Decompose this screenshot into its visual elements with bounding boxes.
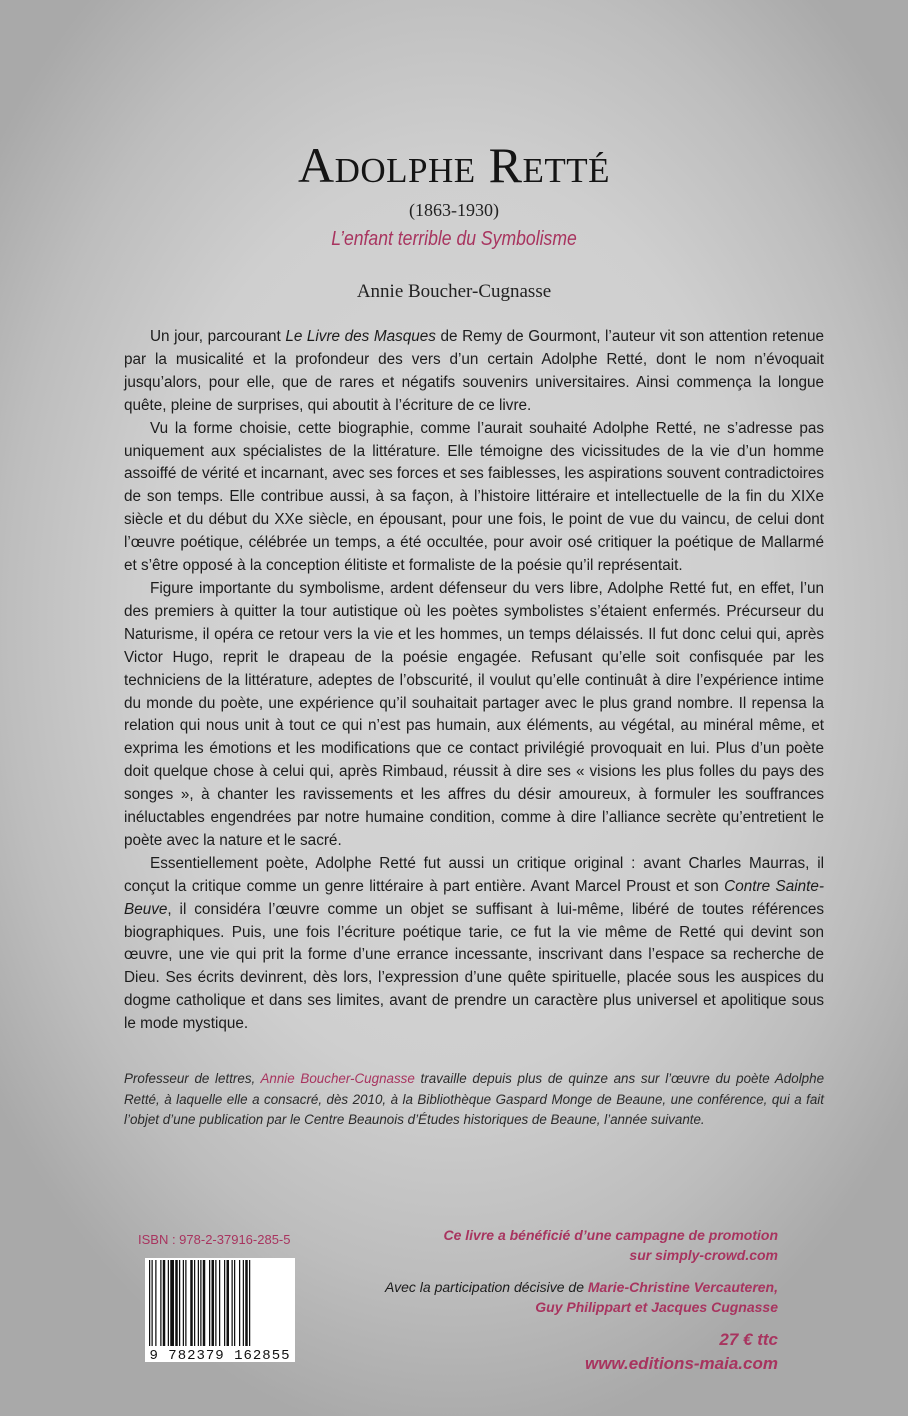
paragraph-text: , il considéra l’œuvre comme un objet se suffisant à lui-même, libéré de toutes références biographiques. Puis, une fois l’écriture poétique tarie, ce fut la vie même de Retté qui devint son œuvre, une vie qui prit la forme d’une errance incessante, inscrivant dans l’espace sa recherche de Dieu. Ses écrits devinrent, dès lors, l’expression d’une quête spirituelle, placée sous les auspices du dogme catholique et dans ses limites, avant de prendre un caractère plus universel et apolitique sous le mode mystique. bbox=[124, 900, 824, 1033]
book-subtitle: L’enfant terrible du Symbolisme bbox=[331, 228, 577, 250]
barcode-bar bbox=[185, 1260, 186, 1354]
barcode-bar bbox=[209, 1260, 210, 1354]
paragraph-text: Essentiellement poète, Adolphe Retté fut aussi un critique original : avant Charles Maurras, il conçut la critique comme un genre littéraire à part entière. Avant Marcel Proust et son bbox=[124, 854, 824, 895]
blurb-paragraph-3: Figure importante du symbolisme, ardent défenseur du vers libre, Adolphe Retté fut, en effet, l’un des premiers à quitter la tour autistique où les poètes symbolistes s’étaient enfermés. Précurseur du Naturisme, il opéra ce retour vers la vie et les hommes, un temps délaissés. Il fut donc celui qui, après Victor Hugo, reprit le drapeau de la poésie engagée. Refusant qu’elle soit confisquée par les techniciens de la littérature, adeptes de l’obscurité, il voulut qu’elle continuât à dire l’expérience intime du monde du poète, une expérience qu’il souhaitait partager avec le plus grand nombre. Il repensa la relation qui nous unit à tout ce qui n’est pas humain, aux éléments, au végétal, au minéral même, et exprima les émotions et les modifications que ce contact privilégié provoquait en lui. Plus d’un poète doit quelque chose à celui qui, après Rimbaud, réussit à dire ses « visions les plus folles du pays des songes », à chanter les ravissements et les affres du désir amoureux, à formuler les souffrances inéluctables engendrées par notre humaine condition, comme à dire l’alliance secrète qu’entretient le poète avec la nature et le sacré. bbox=[124, 579, 824, 849]
blurb-body bbox=[124, 326, 824, 1036]
barcode-bar bbox=[170, 1260, 174, 1354]
promotion-line-2: sur simply-crowd.com bbox=[629, 1247, 778, 1263]
participation-line-1 bbox=[318, 1277, 778, 1297]
barcode-bar bbox=[245, 1260, 248, 1354]
price: 27 € ttc bbox=[719, 1330, 778, 1349]
barcode-bar bbox=[203, 1260, 206, 1354]
bio-author-name: Annie Boucher-Cugnasse bbox=[260, 1071, 415, 1086]
barcode bbox=[145, 1258, 295, 1362]
participation-prefix: Avec la participation décisive de bbox=[385, 1279, 588, 1295]
participation-names: Marie-Christine Vercauteren, bbox=[587, 1279, 778, 1295]
barcode-bar bbox=[198, 1260, 199, 1354]
barcode-bar bbox=[249, 1260, 250, 1354]
barcode-bar bbox=[200, 1260, 201, 1354]
barcode-bar bbox=[227, 1260, 230, 1354]
isbn-label: ISBN : 978-2-37916-285-5 bbox=[138, 1232, 291, 1247]
paragraph-text: Un jour, parcourant bbox=[150, 328, 286, 345]
barcode-bar bbox=[212, 1260, 215, 1354]
barcode-bar bbox=[215, 1260, 216, 1354]
promotion-note bbox=[318, 1225, 778, 1265]
barcode-bar bbox=[232, 1260, 233, 1354]
book-title: Adolphe Retté bbox=[297, 137, 611, 193]
barcode-bar bbox=[224, 1260, 225, 1354]
bio-text: travaille depuis plus de quinze ans sur l’œuvre du poète Adolphe Retté, à laquelle elle a consacré, dès 2010, à la Bibliothèque Gaspard Monge de Beaune, une conférence, qui a fait l’objet d’une publication par le Centre Beaunois d’Études historiques de Beaune, l’année suivante. bbox=[124, 1071, 825, 1127]
barcode-bar bbox=[243, 1260, 244, 1354]
barcode-bar bbox=[194, 1260, 195, 1354]
life-dates: (1863-1930) bbox=[409, 200, 499, 220]
barcode-bar bbox=[168, 1260, 169, 1354]
barcode-bar bbox=[234, 1260, 235, 1354]
paragraph-text: de Remy de Gourmont, l’auteur vit son attention retenue par la musicalité et la profondeur des vers d’un certain Adolphe Retté, dont le nom n’évoquait jusqu’alors, pour elle, que de rares et négatifs souvenirs universitaires. Ainsi commença la longue quête, pleine de surprises, qui aboutit à l’écriture de ce livre. bbox=[124, 328, 825, 414]
barcode-bar bbox=[149, 1260, 150, 1354]
barcode-graphic bbox=[145, 1258, 295, 1362]
barcode-digits: 9 782379 162855 bbox=[149, 1348, 291, 1362]
participation-line-2: Guy Philippart et Jacques Cugnasse bbox=[535, 1299, 778, 1315]
barcode-bar bbox=[160, 1260, 161, 1354]
blurb-paragraph-1 bbox=[124, 326, 824, 418]
promotion-line-1: Ce livre a bénéficié d’une campagne de promotion bbox=[443, 1227, 778, 1243]
publisher-website: www.editions-maia.com bbox=[584, 1354, 778, 1373]
barcode-bar bbox=[163, 1260, 166, 1354]
blurb-paragraph-4 bbox=[124, 853, 824, 1036]
barcode-bar bbox=[155, 1260, 156, 1354]
barcode-bar bbox=[190, 1260, 193, 1354]
book-reference: Contre Sainte-Beuve bbox=[124, 877, 825, 918]
author-bio bbox=[124, 1069, 824, 1131]
barcode-bar bbox=[239, 1260, 240, 1354]
barcode-bar bbox=[152, 1260, 153, 1354]
participation-note bbox=[318, 1277, 778, 1317]
barcode-bar bbox=[175, 1260, 178, 1354]
barcode-bar bbox=[219, 1260, 220, 1354]
barcode-bar bbox=[183, 1260, 184, 1354]
author-name: Annie Boucher-Cugnasse bbox=[356, 281, 552, 302]
blurb-paragraph-2: Vu la forme choisie, cette biographie, comme l’aurait souhaité Adolphe Retté, ne s’adresse pas uniquement aux spécialistes de la littérature. Elle témoigne des vicissitudes de la vie d’un homme assoiffé de vérité et incarnant, avec ses forces et ses faiblesses, les aspirations souvent contradictoires de son temps. Elle contribue aussi, à sa façon, à l’histoire littéraire et intellectuelle de la fin du XIXe siècle et du début du XXe siècle, en épousant, pour une fois, le point de vue du vaincu, de celui dont l’œuvre poétique, célébrée un temps, a été occultée, pour avoir osé critiquer la poétique de Mallarmé et s’être opposé à la conception élitiste et formaliste de la poésie qu’il représentait. bbox=[124, 419, 824, 575]
book-reference: Le Livre des Masques bbox=[285, 328, 436, 345]
bio-prefix: Professeur de lettres, bbox=[124, 1071, 261, 1086]
barcode-bar bbox=[179, 1260, 180, 1354]
price-block bbox=[585, 1328, 778, 1376]
